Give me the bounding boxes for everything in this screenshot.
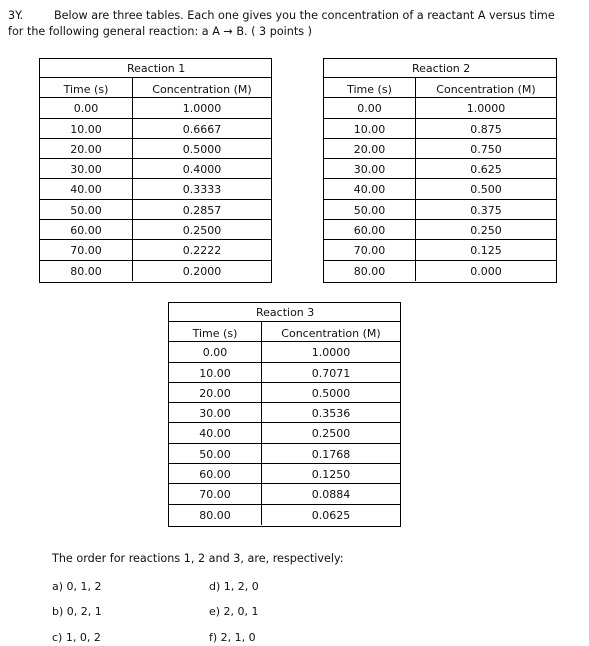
table-row [324,119,556,139]
table-title [324,59,556,78]
table-row [169,484,400,504]
concentration-cell: 1.0000 [311,346,351,360]
table-title-text: Reaction 1 [127,62,186,75]
time-cell: 0.00 [169,342,262,361]
time-cell: 0.00 [40,98,133,117]
concentration-cell: 0.3536 [311,407,351,421]
column-header-concentration: Concentration (M) [281,327,381,340]
table-title-text: Reaction 2 [412,62,471,75]
table-title [169,303,400,322]
time-cell: 70.00 [324,240,416,259]
concentration-cell: 0.1768 [311,447,351,461]
time-cell: 40.00 [324,179,416,198]
column-header-concentration: Concentration (M) [152,83,252,96]
concentration-cell: 0.875 [470,122,502,136]
reaction-1-table [39,58,272,283]
table-row [324,220,556,240]
question-text-line1: Below are three tables. Each one gives you the concentration of a reactant A versus time [54,9,555,22]
concentration-cell: 0.4000 [182,163,222,177]
concentration-cell: 0.2500 [182,224,222,238]
time-cell: 80.00 [169,505,262,525]
concentration-cell: 0.125 [470,244,502,258]
concentration-cell: 0.375 [470,203,502,217]
column-header-concentration: Concentration (M) [436,83,536,96]
table-header-row [169,322,400,342]
concentration-cell: 0.2222 [182,244,222,258]
table-row [40,119,271,139]
time-cell: 30.00 [40,159,133,178]
reaction-2-table [323,58,557,283]
time-cell: 80.00 [324,261,416,281]
time-cell: 60.00 [169,464,262,483]
table-row [40,159,271,179]
table-row [40,139,271,159]
table-header-row [40,78,271,98]
option-b[interactable]: b) 0, 2, 1 [52,605,102,618]
column-header-time: Time (s) [324,78,416,97]
time-cell: 60.00 [40,220,133,239]
option-a[interactable]: a) 0, 1, 2 [52,580,102,593]
concentration-cell: 0.6667 [182,122,222,136]
time-cell: 30.00 [169,403,262,422]
table-row [324,261,556,281]
table-row [169,363,400,383]
concentration-cell: 0.2000 [182,264,222,278]
table-row [324,179,556,199]
concentration-cell: 0.2500 [311,427,351,441]
time-cell: 20.00 [169,383,262,402]
table-row [40,179,271,199]
option-c[interactable]: c) 1, 0, 2 [52,631,101,644]
concentration-cell: 0.7071 [311,366,351,380]
time-cell: 10.00 [169,363,262,382]
concentration-cell: 1.0000 [466,102,506,116]
time-cell: 70.00 [40,240,133,259]
reaction-3-table [168,302,401,527]
table-row [40,240,271,260]
table-row [40,261,271,281]
time-cell: 80.00 [40,261,133,281]
concentration-cell: 0.625 [470,163,502,177]
concentration-cell: 0.3333 [182,183,222,197]
table-row [169,444,400,464]
table-row [324,139,556,159]
table-header-row [324,78,556,98]
table-row [169,423,400,443]
time-cell: 60.00 [324,220,416,239]
table-row [169,403,400,423]
table-row [40,200,271,220]
time-cell: 30.00 [324,159,416,178]
time-cell: 40.00 [40,179,133,198]
time-cell: 20.00 [40,139,133,158]
concentration-cell: 0.500 [470,183,502,197]
option-f[interactable]: f) 2, 1, 0 [209,631,256,644]
time-cell: 50.00 [40,200,133,219]
time-cell: 10.00 [40,119,133,138]
table-row [40,98,271,118]
column-header-time: Time (s) [169,322,262,341]
option-d[interactable]: d) 1, 2, 0 [209,580,259,593]
time-cell: 50.00 [169,444,262,463]
table-row [169,342,400,362]
column-header-time: Time (s) [40,78,133,97]
time-cell: 50.00 [324,200,416,219]
concentration-cell: 0.2857 [182,203,222,217]
concentration-cell: 0.750 [470,142,502,156]
time-cell: 10.00 [324,119,416,138]
question-text-line2: for the following general reaction: a A → B. ( 3 points ) [8,25,312,38]
table-row [169,464,400,484]
concentration-cell: 0.000 [470,264,502,278]
question-number: 3Y. [8,9,24,22]
concentration-cell: 1.0000 [182,102,222,116]
time-cell: 0.00 [324,98,416,117]
question-header [8,8,555,40]
concentration-cell: 0.1250 [311,468,351,482]
table-title-text: Reaction 3 [256,306,315,319]
table-row [324,200,556,220]
time-cell: 20.00 [324,139,416,158]
table-row [40,220,271,240]
table-row [324,240,556,260]
table-row [324,98,556,118]
table-row [169,383,400,403]
table-row [169,505,400,525]
concentration-cell: 0.5000 [182,142,222,156]
answer-prompt: The order for reactions 1, 2 and 3, are, respectively: [52,552,344,565]
concentration-cell: 0.0625 [311,508,351,522]
time-cell: 40.00 [169,423,262,442]
concentration-cell: 0.250 [470,224,502,238]
table-title [40,59,271,78]
table-row [324,159,556,179]
option-e[interactable]: e) 2, 0, 1 [209,605,259,618]
concentration-cell: 0.5000 [311,386,351,400]
concentration-cell: 0.0884 [311,488,351,502]
time-cell: 70.00 [169,484,262,503]
